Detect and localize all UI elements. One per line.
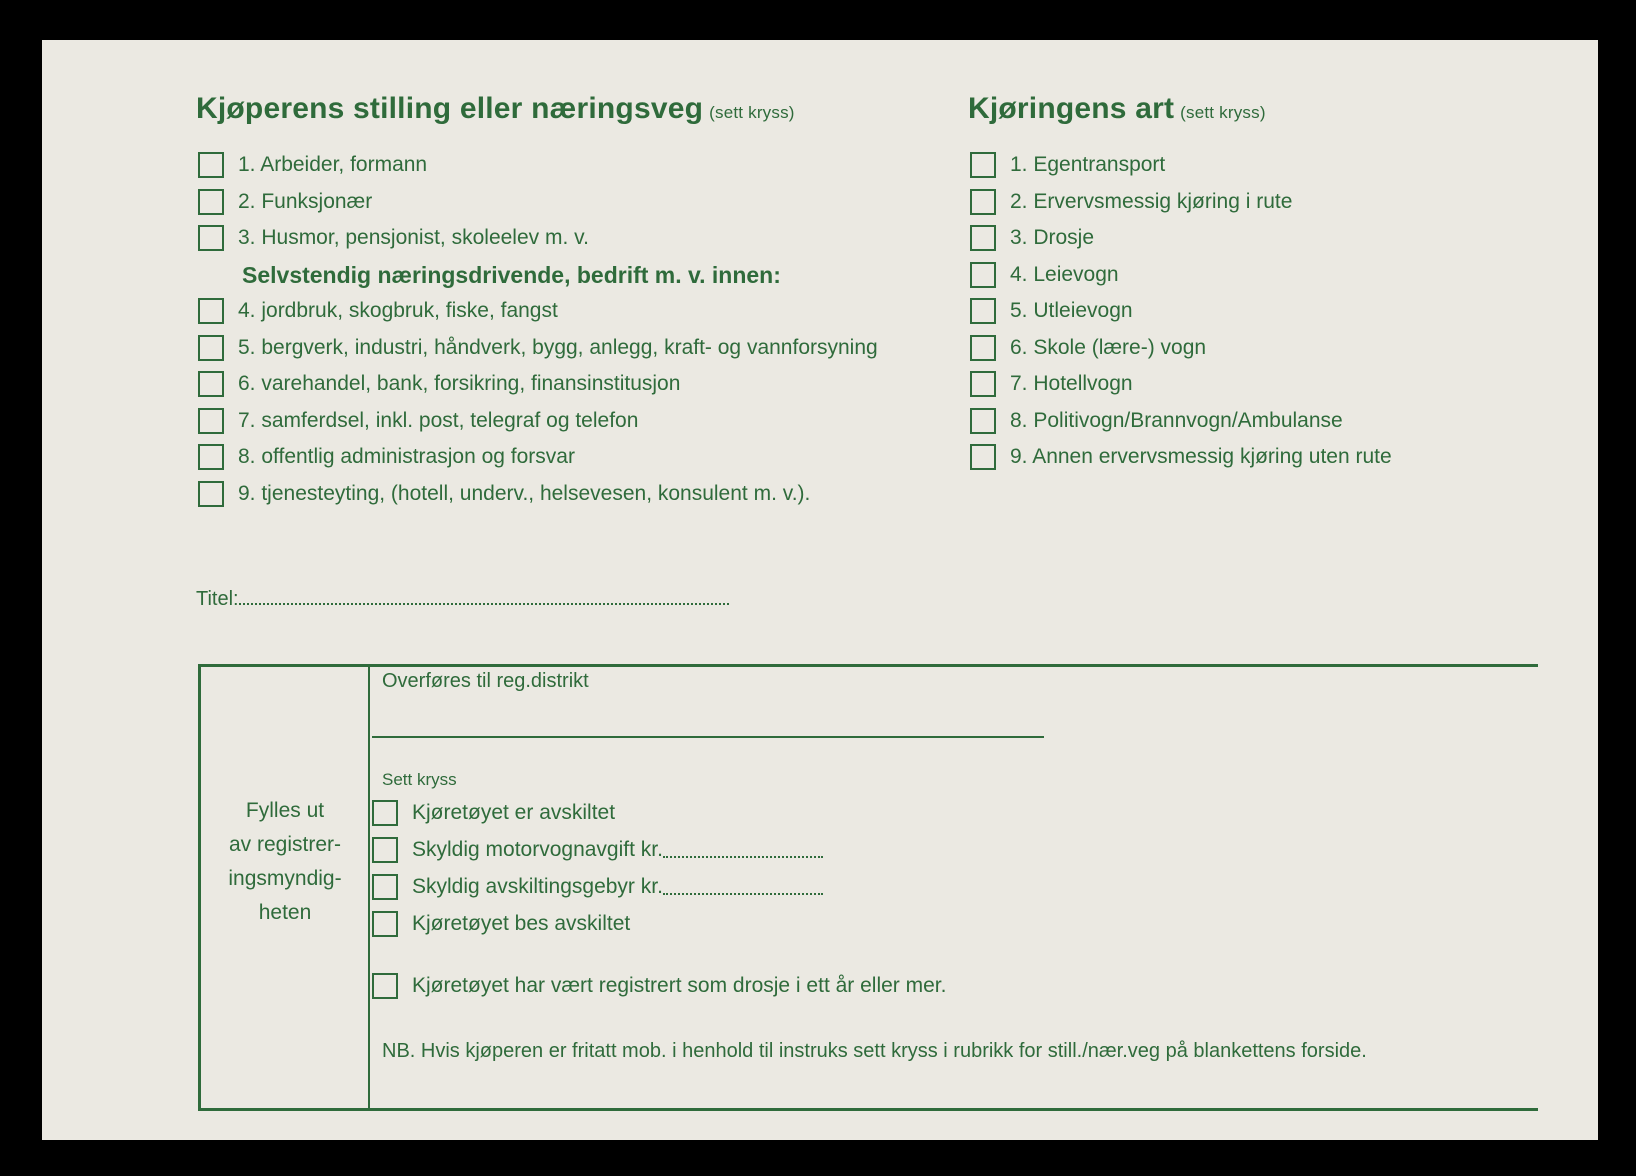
right-title-text: Kjøringens art [968, 92, 1175, 125]
box-left-border [198, 664, 201, 1110]
option-label: 8. Politivogn/Brannvogn/Ambulanse [1010, 409, 1343, 432]
option-label: Skyldig motorvognavgift kr. [412, 838, 663, 861]
left-title-text: Kjøperens stilling eller næringsveg [196, 92, 704, 125]
checkbox[interactable] [970, 189, 996, 215]
box-top-border [198, 664, 1538, 667]
option-label: 3. Husmor, pensjonist, skoleelev m. v. [238, 226, 589, 249]
occupation-option-2[interactable] [198, 189, 372, 215]
option-label: 1. Arbeider, formann [238, 153, 428, 176]
driving-type-option-3[interactable] [970, 225, 1094, 251]
option-label: 5. bergverk, industri, håndverk, bygg, anlegg, kraft- og vannforsyning [238, 336, 878, 359]
checkbox[interactable] [198, 371, 224, 397]
option-label: 7. Hotellvogn [1010, 372, 1133, 395]
checkbox[interactable] [970, 408, 996, 434]
checkbox[interactable] [372, 911, 398, 937]
box-divider [368, 664, 370, 1110]
checkbox[interactable] [970, 335, 996, 361]
check-label: Sett kryss [382, 770, 457, 789]
right-section-title [968, 92, 1266, 126]
checkbox[interactable] [198, 189, 224, 215]
titel-dotted-line[interactable] [239, 589, 729, 605]
check-avskiltet[interactable] [372, 800, 615, 826]
option-label: Kjøretøyet er avskiltet [412, 801, 616, 824]
checkbox[interactable] [198, 481, 224, 507]
right-title-note: (sett kryss) [1180, 103, 1266, 122]
left-title-note: (sett kryss) [709, 103, 795, 122]
checkbox[interactable] [198, 152, 224, 178]
business-option-9[interactable] [198, 481, 810, 507]
checkbox[interactable] [970, 371, 996, 397]
business-option-4[interactable] [198, 298, 558, 324]
side-label-line: av registrer- [228, 833, 342, 856]
left-section-title [196, 92, 795, 126]
business-option-7[interactable] [198, 408, 638, 434]
driving-type-option-7[interactable] [970, 371, 1133, 397]
occupation-option-1[interactable] [198, 152, 427, 178]
driving-type-option-4[interactable] [970, 262, 1119, 288]
option-label: 2. Ervervsmessig kjøring i rute [1010, 190, 1293, 213]
amount-dotted-line[interactable] [663, 842, 823, 858]
side-label-line: ingsmyndig- [228, 867, 342, 890]
checkbox[interactable] [198, 335, 224, 361]
business-option-5[interactable] [198, 335, 878, 361]
driving-type-option-9[interactable] [970, 444, 1392, 470]
checkbox[interactable] [970, 298, 996, 324]
option-label: Kjøretøyet bes avskiltet [412, 912, 631, 935]
option-label: 2. Funksjonær [238, 190, 373, 213]
option-label: 5. Utleievogn [1010, 299, 1133, 322]
check-bes-avskiltet[interactable] [372, 911, 630, 937]
transfer-entry-line[interactable] [372, 736, 1044, 738]
option-label: 9. Annen ervervsmessig kjøring uten rute [1010, 445, 1392, 468]
amount-dotted-line[interactable] [663, 879, 823, 895]
checkbox[interactable] [198, 298, 224, 324]
business-option-6[interactable] [198, 371, 680, 397]
titel-label: Titel: [196, 588, 239, 610]
form-sheet [42, 40, 1598, 1140]
occupation-option-3[interactable] [198, 225, 589, 251]
option-label: 1. Egentransport [1010, 153, 1166, 176]
option-label: Skyldig avskiltingsgebyr kr. [412, 875, 663, 898]
option-label: 8. offentlig administrasjon og forsvar [238, 445, 575, 468]
driving-type-option-1[interactable] [970, 152, 1165, 178]
checkbox[interactable] [198, 444, 224, 470]
check-avskiltingsgebyr[interactable] [372, 874, 823, 900]
box-bottom-border [198, 1108, 1538, 1111]
titel-field[interactable] [196, 588, 729, 611]
transfer-label: Overføres til reg.distrikt [382, 670, 589, 692]
business-option-8[interactable] [198, 444, 575, 470]
nb-note: NB. Hvis kjøperen er fritatt mob. i henhold til instruks sett kryss i rubrikk for still./nær.veg på blankettens forside. [382, 1040, 1367, 1062]
option-label: 6. varehandel, bank, forsikring, finansinstitusjon [238, 372, 681, 395]
driving-type-option-6[interactable] [970, 335, 1206, 361]
checkbox[interactable] [372, 837, 398, 863]
check-motorvognavgift[interactable] [372, 837, 823, 863]
side-label-line: Fylles ut [245, 799, 325, 822]
option-label: 4. Leievogn [1010, 263, 1119, 286]
check-drosje-year[interactable] [372, 973, 946, 999]
side-label [202, 794, 368, 930]
checkbox[interactable] [970, 262, 996, 288]
driving-type-option-8[interactable] [970, 408, 1343, 434]
option-label: Kjøretøyet har vært registrert som drosje i ett år eller mer. [412, 974, 947, 997]
checkbox[interactable] [372, 874, 398, 900]
business-subheading: Selvstendig næringsdrivende, bedrift m. v. innen: [242, 262, 781, 288]
side-label-line: heten [258, 901, 312, 924]
checkbox[interactable] [372, 800, 398, 826]
option-label: 4. jordbruk, skogbruk, fiske, fangst [238, 299, 558, 322]
checkbox[interactable] [970, 444, 996, 470]
option-label: 9. tjenesteyting, (hotell, underv., helsevesen, konsulent m. v.). [238, 482, 811, 505]
option-label: 6. Skole (lære-) vogn [1010, 336, 1207, 359]
checkbox[interactable] [198, 225, 224, 251]
driving-type-option-5[interactable] [970, 298, 1133, 324]
checkbox[interactable] [372, 973, 398, 999]
option-label: 7. samferdsel, inkl. post, telegraf og telefon [238, 409, 639, 432]
checkbox[interactable] [198, 408, 224, 434]
checkbox[interactable] [970, 152, 996, 178]
checkbox[interactable] [970, 225, 996, 251]
option-label: 3. Drosje [1010, 226, 1095, 249]
driving-type-option-2[interactable] [970, 189, 1292, 215]
